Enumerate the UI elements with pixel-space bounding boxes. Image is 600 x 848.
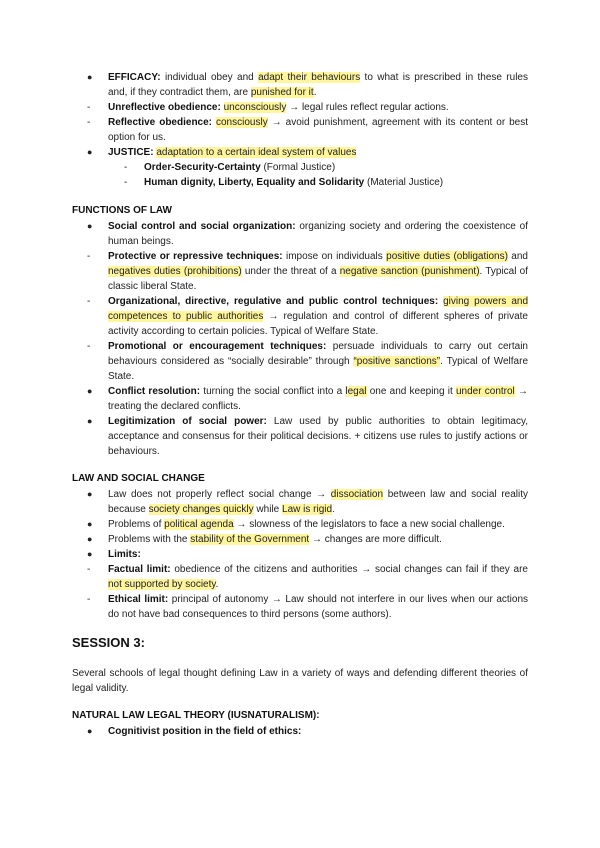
item-text: impose on individuals — [282, 251, 387, 262]
bullet-item — [72, 532, 528, 547]
item-text: organizing society and ordering the coexistence of human beings. — [108, 221, 529, 247]
bold-term: Order-Security-Certainty — [144, 162, 261, 173]
item-text: . Typical of Welfare State. — [108, 356, 529, 382]
item-text: (Formal Justice) — [260, 162, 336, 173]
bold-term: JUSTICE: — [108, 147, 154, 158]
highlighted-text: stability of the Government — [190, 534, 310, 545]
item-text: under the threat of a — [241, 266, 340, 277]
bullet-item — [72, 517, 528, 532]
highlighted-text: under control — [455, 386, 515, 397]
bold-term: Promotional or encouragement techniques: — [108, 341, 327, 352]
dash-icon: - — [87, 564, 91, 575]
bold-term: Legitimization of social power: — [108, 416, 267, 427]
highlighted-text: unconsciously — [223, 102, 287, 113]
bullet-icon: ● — [87, 416, 93, 426]
item-text: . — [313, 87, 317, 98]
dash-item — [72, 100, 528, 115]
highlighted-text: Law is rigid — [282, 504, 333, 515]
highlighted-text: dissociation — [330, 489, 384, 500]
bullet-item — [72, 487, 528, 517]
bullet-item — [72, 384, 528, 414]
item-text: Law used by public authorities to obtain legitimacy, acceptance and consensus for their political decisions. + citizens use rules to justify actions or behaviours. — [108, 416, 529, 457]
item-text: → avoid punishment, agreement with its content or best option for us. — [108, 117, 529, 143]
item-text: → changes are more difficult. — [309, 534, 442, 545]
dash-item — [72, 175, 528, 190]
highlighted-text: negative sanction (punishment) — [339, 266, 480, 277]
bold-term: Reflective obedience: — [108, 117, 213, 128]
bullet-item — [72, 70, 528, 100]
dash-icon: - — [87, 594, 91, 605]
item-text: → treating the declared conflicts. — [108, 386, 528, 412]
highlighted-text: adaptation to a certain ideal system of values — [156, 147, 357, 158]
highlighted-text: positive duties (obligations) — [386, 251, 508, 262]
highlighted-text: negatives duties (prohibitions) — [108, 266, 242, 277]
item-text: → legal rules reflect regular actions. — [286, 102, 449, 113]
item-text: while — [253, 504, 283, 515]
functions-of-law-heading: FUNCTIONS OF LAW — [72, 205, 172, 216]
item-text: one and keeping it — [366, 386, 456, 397]
dash-item — [72, 294, 528, 339]
dash-icon: - — [87, 117, 91, 128]
bullet-icon: ● — [87, 519, 93, 529]
item-text: and — [507, 251, 528, 262]
dash-icon: - — [87, 296, 91, 307]
item-text: Problems of — [108, 519, 165, 530]
highlighted-text: legal — [345, 386, 367, 397]
highlighted-text: giving powers and competences to public authorities — [108, 296, 529, 322]
dash-icon: - — [124, 177, 128, 188]
bold-term: Factual limit: — [108, 564, 171, 575]
intro-paragraph: Several schools of legal thought defining Law in a variety of ways and defending different theories of legal validity. — [72, 668, 528, 694]
bullet-icon: ● — [87, 489, 93, 499]
bullet-item — [72, 547, 528, 562]
item-text: Law does not properly reflect social change → — [108, 489, 331, 500]
bullet-icon: ● — [87, 549, 93, 559]
item-text: . — [215, 579, 219, 590]
highlighted-text: consciously — [216, 117, 268, 128]
bullet-item — [72, 414, 528, 459]
bold-term: Cognitivist position in the field of ethics: — [108, 726, 302, 737]
bold-term: Conflict resolution: — [108, 386, 201, 397]
bold-term: Ethical limit: — [108, 594, 169, 605]
dash-item — [72, 115, 528, 145]
item-text: → slowness of the legislators to face a new social challenge. — [233, 519, 505, 530]
item-text: Problems with the — [108, 534, 191, 545]
bold-term: EFFICACY: — [108, 72, 161, 83]
dash-icon: - — [87, 341, 91, 352]
bullet-item — [72, 724, 528, 739]
dash-item — [72, 249, 528, 294]
highlighted-text: political agenda — [164, 519, 234, 530]
dash-item — [72, 592, 528, 622]
page-content — [72, 70, 528, 739]
bold-term: Limits: — [108, 549, 141, 560]
item-text: to what is prescribed in these rules and, if they contradict them, are — [108, 72, 528, 98]
dash-icon: - — [87, 102, 91, 113]
item-text: obedience of the citizens and authorities → social changes can fail if they are — [170, 564, 528, 575]
law-and-social-change-list — [72, 487, 528, 622]
bullet-icon: ● — [87, 72, 93, 82]
item-text: principal of autonomy → Law should not interfere in our lives when our actions do not have bad consequences to third persons (some authors). — [108, 594, 529, 620]
highlighted-text: society changes quickly — [148, 504, 254, 515]
bold-term: Organizational, directive, regulative and public control techniques: — [108, 296, 439, 307]
dash-icon: - — [87, 251, 91, 262]
bold-term: Social control and social organization: — [108, 221, 296, 232]
law-and-social-change-heading: LAW AND SOCIAL CHANGE — [72, 473, 205, 484]
item-text: . — [332, 504, 335, 515]
highlighted-text: adapt their behaviours — [258, 72, 361, 83]
bullet-icon: ● — [87, 386, 93, 396]
dash-icon: - — [124, 162, 128, 173]
highlighted-text: punished for it — [250, 87, 314, 98]
bold-term: Protective or repressive techniques: — [108, 251, 283, 262]
bullet-icon: ● — [87, 147, 93, 157]
highlighted-text: not supported by society — [108, 579, 216, 590]
natural-law-list — [72, 724, 528, 739]
item-text: (Material Justice) — [364, 177, 444, 188]
item-text: → regulation and control of different spheres of private activity according to certain policies. Typical of Welfare State. — [108, 311, 528, 337]
item-text: turning the social conflict into a — [200, 386, 346, 397]
dash-item — [72, 160, 528, 175]
bullet-icon: ● — [87, 534, 93, 544]
dash-item — [72, 562, 528, 592]
bullet-item — [72, 219, 528, 249]
efficacy-justice-list — [72, 70, 528, 190]
item-text: between law and social reality because — [108, 489, 529, 515]
functions-of-law-list — [72, 219, 528, 459]
item-text: persuade individuals to carry out certain behaviours considered as “socially desirable” through — [108, 341, 528, 367]
bullet-icon: ● — [87, 726, 93, 736]
natural-law-heading: NATURAL LAW LEGAL THEORY (IUSNATURALISM): — [72, 710, 320, 721]
session-title: SESSION 3: — [72, 635, 145, 650]
item-text: . Typical of classic liberal State. — [108, 266, 528, 292]
item-text: individual obey and — [160, 72, 259, 83]
highlighted-text: “positive sanctions” — [353, 356, 441, 367]
dash-item — [72, 339, 528, 384]
bullet-icon: ● — [87, 221, 93, 231]
bold-term: Human dignity, Liberty, Equality and Solidarity — [144, 177, 365, 188]
bold-term: Unreflective obedience: — [108, 102, 221, 113]
bullet-item — [72, 145, 528, 160]
